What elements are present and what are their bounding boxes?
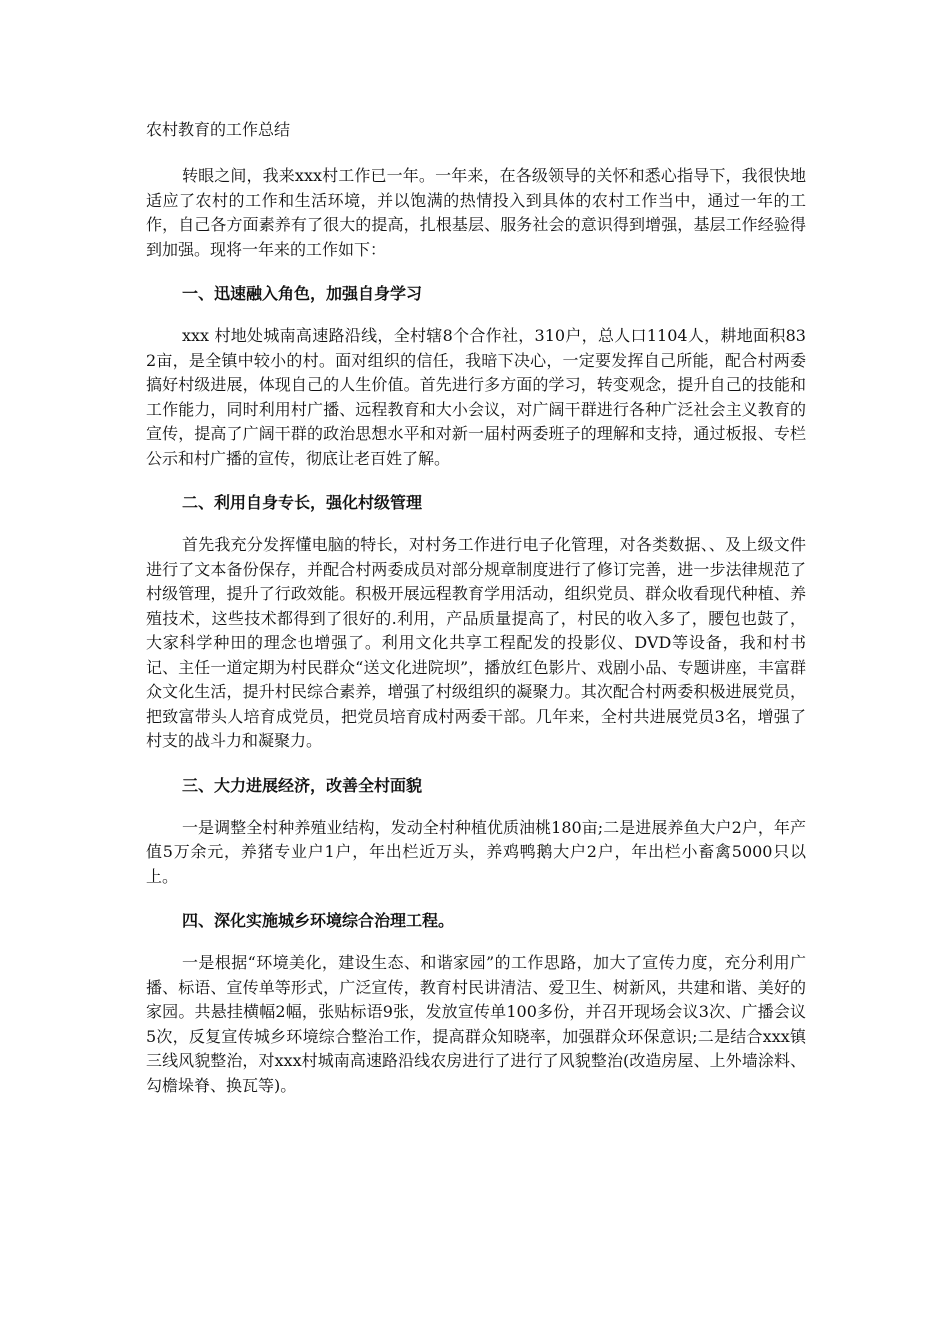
section-2-body: 首先我充分发挥懂电脑的特长，对村务工作进行电子化管理，对各类数据、、及上级文件进行了文本备份保存，并配合村两委成员对部分规章制度进行了修订完善，进一步法律规范了村级管理，提升了行政效能。积极开展远程教育学用活动，组织党员、群众收看现代种植、养殖技术，这些技术都得到了很好的.利用，产品质量提高了，村民的收入多了，腰包也鼓了，大家科学种田的理念也增强了。利用文化共享工程配发的投影仪、DVD等设备，我和村书记、主任一道定期为村民群众“送文化进院坝”，播放红色影片、戏剧小品、专题讲座，丰富群众文化生活，提升村民综合素养，增强了村级组织的凝聚力。其次配合村两委积极进展党员，把致富带头人培育成党员，把党员培育成村两委干部。几年来，全村共进展党员3名，增强了村支的战斗力和凝聚力。 — [146, 535, 806, 750]
section-1-heading: 一、迅速融入角色，加强自身学习 — [182, 284, 423, 303]
section-3-body: 一是调整全村种养殖业结构，发动全村种植优质油桃180亩;二是进展养鱼大户2户，年产值5万余元，养猪专业户1户，年出栏近万头，养鸡鸭鹅大户2户，年出栏小畜禽5000只以上。 — [146, 817, 806, 886]
intro-paragraph: 转眼之间，我来xxx村工作已一年。一年来，在各级领导的关怀和悉心指导下，我很快地适应了农村的工作和生活环境，并以饱满的热情投入到具体的农村工作当中，通过一年的工作，自己各方面素养有了很大的提高，扎根基层、服务社会的意识得到增强，基层工作经验得到加强。现将一年来的工作如下： — [146, 166, 806, 259]
section-4-heading: 四、深化实施城乡环境综合治理工程。 — [182, 911, 455, 930]
section-2-heading: 二、利用自身专长，强化村级管理 — [182, 493, 423, 512]
section-3-heading: 三、大力进展经济，改善全村面貌 — [182, 775, 423, 795]
section-1-body: xxx 村地处城南高速路沿线，全村辖8个合作社，310户，总人口1104人，耕地面积832亩，是全镇中较小的村。面对组织的信任，我暗下决心，一定要发挥自己所能，配合村两委搞好村级进展，体现自己的人生价值。首先进行多方面的学习，转变观念，提升自己的技能和工作能力，同时利用村广播、远程教育和大小会议，对广阔干群进行各种广泛社会主义教育的宣传，提高了广阔干群的政治思想水平和对新一届村两委班子的理解和支持，通过板报、专栏公示和村广播的宣传，彻底让老百姓了解。 — [146, 326, 806, 468]
section-4-body: 一是根据“环境美化，建设生态、和谐家园”的工作思路，加大了宣传力度，充分利用广播、标语、宣传单等形式，广泛宣传，教育村民讲清洁、爱卫生、树新风，共建和谐、美好的家园。共悬挂横幅2幅，张贴标语9张，发放宣传单100多份，并召开现场会议3次、广播会议5次，反复宣传城乡环境综合整治工作，提高群众知晓率，加强群众环保意识;二是结合xxx镇三线风貌整治，对xxx村城南高速路沿线农房进行了进行了风貌整治(改造房屋、上外墙涂料、勾檐垛脊、换瓦等)。 — [146, 953, 806, 1095]
document-page — [146, 120, 806, 1118]
document-title: 农村教育的工作总结 — [146, 120, 291, 139]
